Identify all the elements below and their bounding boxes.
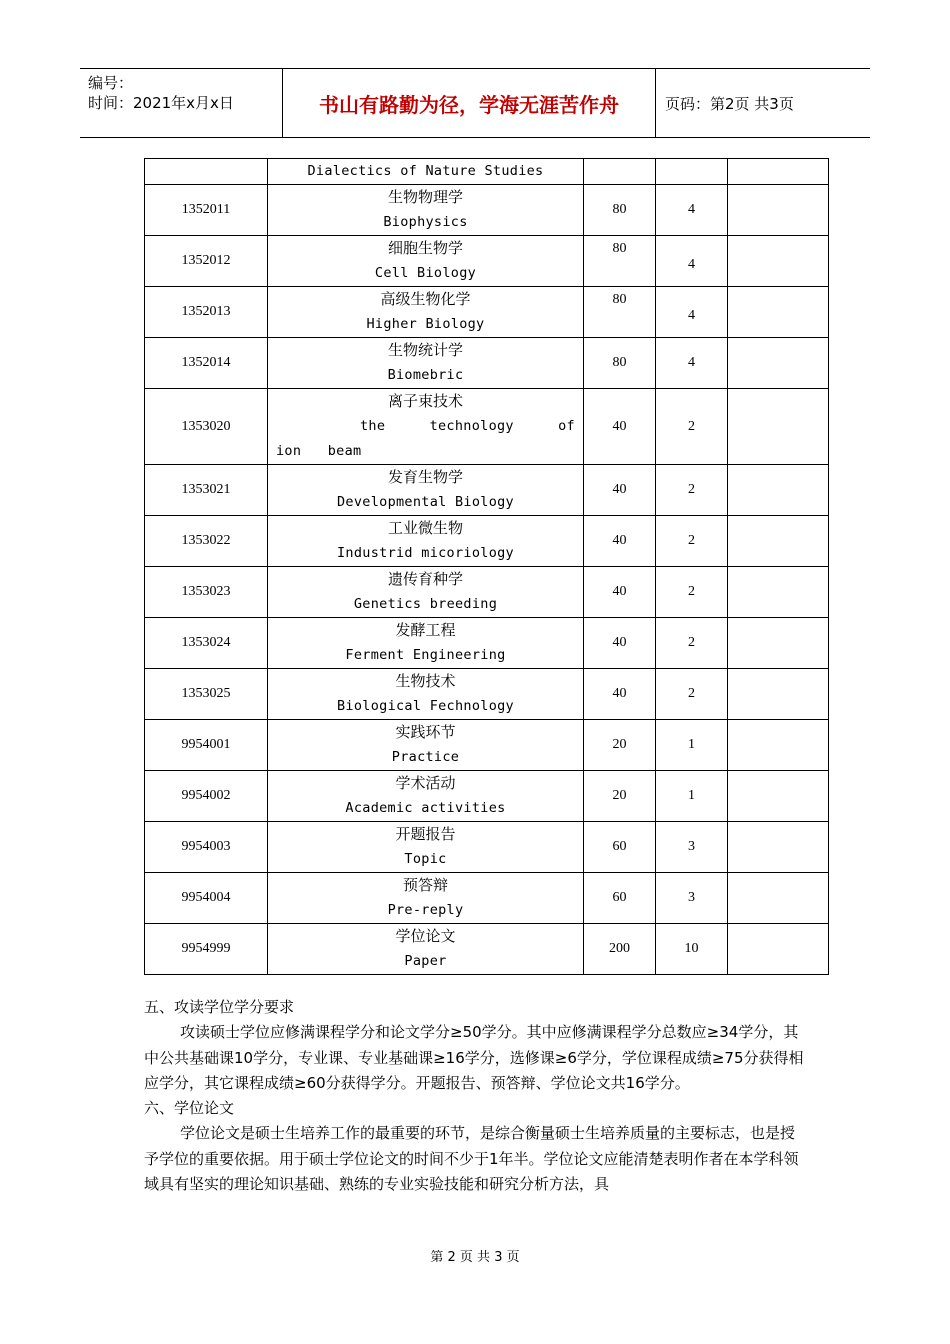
course-name bbox=[268, 924, 584, 975]
course-code: 1352012 bbox=[145, 236, 268, 287]
course-name-zh: 生物物理学 bbox=[387, 188, 463, 206]
course-name-zh: 生物技术 bbox=[395, 672, 456, 690]
course-name-en: Ferment Engineering bbox=[345, 647, 506, 663]
course-note bbox=[728, 822, 829, 873]
course-code: 1352011 bbox=[145, 185, 268, 236]
course-name-zh: 开题报告 bbox=[395, 825, 456, 843]
course-hours: 40 bbox=[584, 567, 656, 618]
course-code: 9954003 bbox=[145, 822, 268, 873]
course-credits: 2 bbox=[656, 389, 728, 465]
course-name bbox=[268, 822, 584, 873]
course-note bbox=[728, 720, 829, 771]
course-note bbox=[728, 465, 829, 516]
course-credits: 10 bbox=[656, 924, 728, 975]
course-name-en: Academic activities bbox=[345, 800, 506, 816]
course-note bbox=[728, 389, 829, 465]
course-name bbox=[268, 720, 584, 771]
course-note bbox=[728, 287, 829, 338]
course-name bbox=[268, 669, 584, 720]
course-code: 1352013 bbox=[145, 287, 268, 338]
course-hours: 80 bbox=[584, 236, 656, 287]
course-hours: 40 bbox=[584, 465, 656, 516]
course-name bbox=[268, 618, 584, 669]
table-row bbox=[145, 185, 829, 236]
table-row bbox=[145, 669, 829, 720]
course-name-zh: 遗传育种学 bbox=[387, 570, 463, 588]
course-credits: 2 bbox=[656, 618, 728, 669]
time-label: 时间：2021年x月x日 bbox=[88, 94, 234, 112]
course-name-en: Higher Biology bbox=[366, 316, 485, 332]
table-row bbox=[145, 771, 829, 822]
course-hours: 20 bbox=[584, 720, 656, 771]
course-name-en: Developmental Biology bbox=[337, 494, 514, 510]
course-hours: 80 bbox=[584, 185, 656, 236]
course-hours: 80 bbox=[584, 338, 656, 389]
number-label: 编号： bbox=[88, 74, 134, 92]
table-row bbox=[145, 465, 829, 516]
course-name-zh: 高级生物化学 bbox=[380, 290, 471, 308]
course-name-en: Genetics breeding bbox=[353, 596, 498, 612]
header-motto: 书山有路勤为径，学海无涯苦作舟 bbox=[319, 92, 619, 117]
course-name-en: Dialectics of Nature Studies bbox=[307, 163, 544, 179]
course-table-body bbox=[145, 159, 829, 975]
course-credits: 2 bbox=[656, 567, 728, 618]
course-note bbox=[728, 567, 829, 618]
course-name-zh: 工业微生物 bbox=[387, 519, 463, 537]
course-credits: 3 bbox=[656, 873, 728, 924]
course-credits: 2 bbox=[656, 669, 728, 720]
course-code: 1353021 bbox=[145, 465, 268, 516]
table-row bbox=[145, 236, 829, 287]
course-note bbox=[728, 618, 829, 669]
course-name-en: Pre-reply bbox=[387, 902, 464, 918]
course-credits: 4 bbox=[656, 338, 728, 389]
course-code: 1353020 bbox=[145, 389, 268, 465]
course-note bbox=[728, 873, 829, 924]
table-row bbox=[145, 389, 829, 465]
header-divider bbox=[655, 69, 656, 137]
course-note bbox=[728, 669, 829, 720]
course-name bbox=[268, 287, 584, 338]
section-6-title: 六、学位论文 bbox=[144, 1099, 235, 1118]
course-note bbox=[728, 516, 829, 567]
course-name bbox=[268, 389, 584, 465]
table-row bbox=[145, 516, 829, 567]
course-name-zh: 离子束技术 bbox=[387, 392, 463, 410]
course-note bbox=[728, 924, 829, 975]
course-name bbox=[268, 236, 584, 287]
course-credits: 1 bbox=[656, 771, 728, 822]
course-table bbox=[144, 158, 829, 975]
course-name-en: the technology of ion beam bbox=[276, 418, 575, 459]
course-name-en: Topic bbox=[404, 851, 447, 867]
course-credits bbox=[656, 159, 728, 185]
table-row bbox=[145, 720, 829, 771]
course-hours: 40 bbox=[584, 516, 656, 567]
course-credits: 3 bbox=[656, 822, 728, 873]
course-code: 9954002 bbox=[145, 771, 268, 822]
course-name-en: Biophysics bbox=[383, 214, 468, 230]
course-code: 9954001 bbox=[145, 720, 268, 771]
course-name-zh: 细胞生物学 bbox=[387, 239, 463, 257]
course-name-zh: 发酵工程 bbox=[395, 621, 456, 639]
course-name bbox=[268, 771, 584, 822]
course-credits: 2 bbox=[656, 516, 728, 567]
course-code: 1353023 bbox=[145, 567, 268, 618]
body-text bbox=[144, 995, 808, 1197]
course-hours: 40 bbox=[584, 669, 656, 720]
course-code: 1353025 bbox=[145, 669, 268, 720]
course-hours: 80 bbox=[584, 287, 656, 338]
course-name-zh: 生物统计学 bbox=[387, 341, 463, 359]
page-footer: 第 2 页 共 3 页 bbox=[430, 1250, 520, 1265]
course-name-zh: 学位论文 bbox=[395, 927, 456, 945]
course-name-en: Cell Biology bbox=[374, 265, 477, 281]
table-row bbox=[145, 618, 829, 669]
course-note bbox=[728, 185, 829, 236]
table-row bbox=[145, 338, 829, 389]
course-hours: 60 bbox=[584, 873, 656, 924]
course-note bbox=[728, 771, 829, 822]
course-code: 1353024 bbox=[145, 618, 268, 669]
course-credits: 1 bbox=[656, 720, 728, 771]
course-note bbox=[728, 159, 829, 185]
course-name bbox=[268, 185, 584, 236]
page-header bbox=[80, 68, 870, 138]
course-note bbox=[728, 236, 829, 287]
course-credits: 4 bbox=[656, 185, 728, 236]
course-note bbox=[728, 338, 829, 389]
header-page-info: 页码：第2页 共3页 bbox=[665, 94, 794, 113]
course-hours: 20 bbox=[584, 771, 656, 822]
section-6-body: 学位论文是硕士生培养工作的最重要的环节，是综合衡量硕士生培养质量的主要标志，也是授予学位的重要依据。用于硕士学位论文的时间不少于1年半。学位论文应能清楚表明作者在本学科领域具有坚实的理论知识基础、熟练的专业实验技能和研究分析方法，具 bbox=[144, 1124, 799, 1194]
course-code: 9954999 bbox=[145, 924, 268, 975]
course-hours: 200 bbox=[584, 924, 656, 975]
course-name-zh: 实践环节 bbox=[395, 723, 456, 741]
course-hours: 40 bbox=[584, 618, 656, 669]
course-name bbox=[268, 873, 584, 924]
table-row bbox=[145, 159, 829, 185]
course-name-en: Biological Fechnology bbox=[337, 698, 514, 714]
course-code bbox=[145, 159, 268, 185]
course-hours: 40 bbox=[584, 389, 656, 465]
course-code: 1352014 bbox=[145, 338, 268, 389]
header-left bbox=[88, 73, 283, 113]
course-name-zh: 发育生物学 bbox=[387, 468, 463, 486]
course-name bbox=[268, 338, 584, 389]
course-credits: 4 bbox=[656, 236, 728, 287]
section-5-body: 攻读硕士学位应修满课程学分和论文学分≥50学分。其中应修满课程学分总数应≥34学分，其中公共基础课10学分，专业课、专业基础课≥16学分，选修课≥6学分，学位课程成绩≥75分获得相应学分，其它课程成绩≥60分获得学分。开题报告、预答辩、学位论文共16学分。 bbox=[144, 1023, 804, 1092]
table-row bbox=[145, 287, 829, 338]
course-name bbox=[268, 159, 584, 185]
course-name-zh: 预答辩 bbox=[402, 876, 448, 894]
course-name-en: Industrid micoriology bbox=[337, 545, 514, 561]
course-name-en: Paper bbox=[404, 953, 447, 969]
course-code: 1353022 bbox=[145, 516, 268, 567]
course-name-en: Biomebric bbox=[387, 367, 464, 383]
table-row bbox=[145, 567, 829, 618]
course-code: 9954004 bbox=[145, 873, 268, 924]
course-name bbox=[268, 465, 584, 516]
course-name bbox=[268, 516, 584, 567]
table-row bbox=[145, 873, 829, 924]
course-name bbox=[268, 567, 584, 618]
course-hours bbox=[584, 159, 656, 185]
course-credits: 2 bbox=[656, 465, 728, 516]
course-name-zh: 学术活动 bbox=[395, 774, 456, 792]
course-name-en: Practice bbox=[391, 749, 460, 765]
course-hours: 60 bbox=[584, 822, 656, 873]
section-5-title: 五、攻读学位学分要求 bbox=[144, 998, 295, 1016]
table-row bbox=[145, 822, 829, 873]
course-credits: 4 bbox=[656, 287, 728, 338]
table-row bbox=[145, 924, 829, 975]
